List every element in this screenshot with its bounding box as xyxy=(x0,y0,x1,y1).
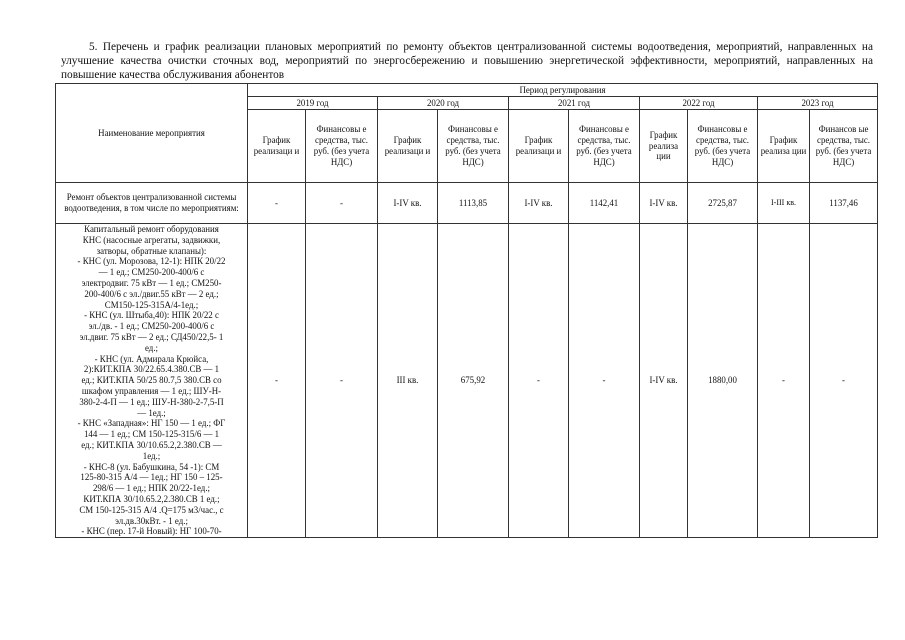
row-2-name-line: СМ 150-125-315 А/4 .Q=175 м3/час., с xyxy=(79,504,224,515)
row-2-finance-2019: - xyxy=(306,224,378,538)
row-2-schedule-2019: - xyxy=(248,224,306,538)
row-2-schedule-2021: - xyxy=(509,224,569,538)
heading-text: 5. Перечень и график реализации плановых мероприятий по ремонту объектов централизованной системы водоотведения, мероприятий, направленных на улучшение качества очистки сточных вод, мероприятий по энергосбережению и повышению энергетической эффективности, мероприятий, направленных на повышение качества обслуживания абонентов xyxy=(61,41,873,82)
schedule-2019-header: График реализаци и xyxy=(248,110,306,183)
row-2-finance-2023: - xyxy=(810,224,878,538)
row-2-schedule-2023: - xyxy=(758,224,810,538)
table-row xyxy=(56,224,878,538)
row-2-name-line: ед.; КИТ.КПА 30/10.65.2,2.380.СВ — xyxy=(81,439,222,450)
row-1-schedule-2022: I-IV кв. xyxy=(640,183,688,224)
row-2-finance-2020: 675,92 xyxy=(438,224,509,538)
row-2-name-line: 2):КИТ.КПА 30/22.65.4.380.СВ — 1 xyxy=(83,364,220,375)
row-2-schedule-2020: III кв. xyxy=(378,224,438,538)
row-1-name: Ремонт объектов централизованной системы водоотведения, в том числе по мероприятиям: xyxy=(56,183,248,224)
schedule-2022-header: График реализа ции xyxy=(640,110,688,183)
row-2-name-line: шкафом управления — 1 ед.; ШУ-Н- xyxy=(81,385,222,396)
year-2021-header: 2021 год xyxy=(509,97,640,110)
finance-2023-header: Финансов ые средства, тыс. руб. (без учета НДС) xyxy=(810,110,878,183)
row-2-name-line: 144 — 1 ед.; СМ 150-125-315/6 — 1 xyxy=(83,429,220,440)
row-2-name-line: - КНС (ул. Адмирала Крюйса, xyxy=(94,353,209,364)
row-2-name-line: - КНС (пер. 17-й Новый): НГ 100-70- xyxy=(81,526,222,537)
row-2-name-line: - КНС-8 (ул. Бабушкина, 54 -1): СМ xyxy=(83,461,220,472)
row-1-finance-2022: 2725,87 xyxy=(688,183,758,224)
schedule-2021-header: График реализаци и xyxy=(509,110,569,183)
row-2-name-line: эл.двиг. 75 кВт — 2 ед.; СД450/22,5- 1 xyxy=(79,331,224,342)
row-1-schedule-2021: I-IV кв. xyxy=(509,183,569,224)
row-2-name-line: 125-80-315 А/4 — 1ед.; НГ 150 – 125- xyxy=(80,472,223,483)
row-1-schedule-2023: I-III кв. xyxy=(758,183,810,224)
finance-2019-header: Финансовы е средства, тыс. руб. (без учета НДС) xyxy=(306,110,378,183)
finance-2022-header: Финансовы е средства, тыс. руб. (без учета НДС) xyxy=(688,110,758,183)
row-2-name-line: - КНС «Западная»: НГ 150 — 1 ед.; ФГ xyxy=(77,418,226,429)
row-2-name-line: электродвиг. 75 кВт — 1 ед.; СМ250- xyxy=(81,277,222,288)
row-1-finance-2021: 1142,41 xyxy=(569,183,640,224)
year-2022-header: 2022 год xyxy=(640,97,758,110)
table-row xyxy=(56,183,878,224)
finance-2020-header: Финансовы е средства, тыс. руб. (без учета НДС) xyxy=(438,110,509,183)
section-heading xyxy=(61,40,873,83)
year-2023-header: 2023 год xyxy=(758,97,878,110)
year-2020-header: 2020 год xyxy=(378,97,509,110)
row-2-name-line: — 1ед.; xyxy=(137,407,166,418)
row-2-name-line: 298/6 — 1 ед.; НПК 20/22-1ед.; xyxy=(92,483,210,494)
row-2-name-line: 380-2-4-П — 1 ед.; ШУ-Н-380-2-7,5-П xyxy=(79,396,224,407)
schedule-2023-header: График реализа ции xyxy=(758,110,810,183)
row-1-finance-2020: 1113,85 xyxy=(438,183,509,224)
row-2-name-line: 200-400/6 с эл./двиг.55 кВт — 2 ед.; xyxy=(84,288,219,299)
row-2-name-line: КИТ.КПА 30/10.65.2,2.380.СВ 1 ед.; xyxy=(83,493,220,504)
row-2-name-line: — 1 ед.; СМ250-200-400/6 с xyxy=(98,267,205,278)
row-1-schedule-2019: - xyxy=(248,183,306,224)
row-2-name-line: КНС (насосные агрегаты, задвижки, xyxy=(82,234,221,245)
row-2-schedule-2022: I-IV кв. xyxy=(640,224,688,538)
year-2019-header: 2019 год xyxy=(248,97,378,110)
row-2-name-line: ед.; xyxy=(144,342,159,353)
row-2-name-line: - КНС (ул. Морозова, 12-1): НПК 20/22 xyxy=(77,256,226,267)
row-1-finance-2019: - xyxy=(306,183,378,224)
row-2-name-line: ед.; КИТ.КПА 50/25 80.7,5 380.СВ со xyxy=(81,375,222,386)
row-2-name-line: - КНС (ул. Штыба,40): НПК 20/22 с xyxy=(84,310,219,321)
row-2-name-line: эл.дв.30кВт. - 1 ед.; xyxy=(115,515,188,526)
row-1-finance-2023: 1137,46 xyxy=(810,183,878,224)
row-2-name xyxy=(56,224,248,538)
row-2-name-line: эл./дв. - 1 ед.; СМ250-200-400/6 с xyxy=(88,321,215,332)
row-2-name-line: СМ150-125-315А/4-1ед.; xyxy=(104,299,199,310)
row-2-name-line: затворы, обратные клапаны): xyxy=(96,245,207,256)
period-header-row xyxy=(56,84,878,97)
row-2-name-line: 1ед.; xyxy=(142,450,161,461)
name-column-header: Наименование мероприятия xyxy=(56,84,248,183)
row-1-schedule-2020: I-IV кв. xyxy=(378,183,438,224)
period-header: Период регулирования xyxy=(248,84,878,97)
schedule-2020-header: График реализаци и xyxy=(378,110,438,183)
row-2-name-line: Капитальный ремонт оборудования xyxy=(84,224,219,234)
row-2-finance-2021: - xyxy=(569,224,640,538)
finance-2021-header: Финансовы е средства, тыс. руб. (без учета НДС) xyxy=(569,110,640,183)
row-2-finance-2022: 1880,00 xyxy=(688,224,758,538)
plan-table xyxy=(55,83,878,538)
